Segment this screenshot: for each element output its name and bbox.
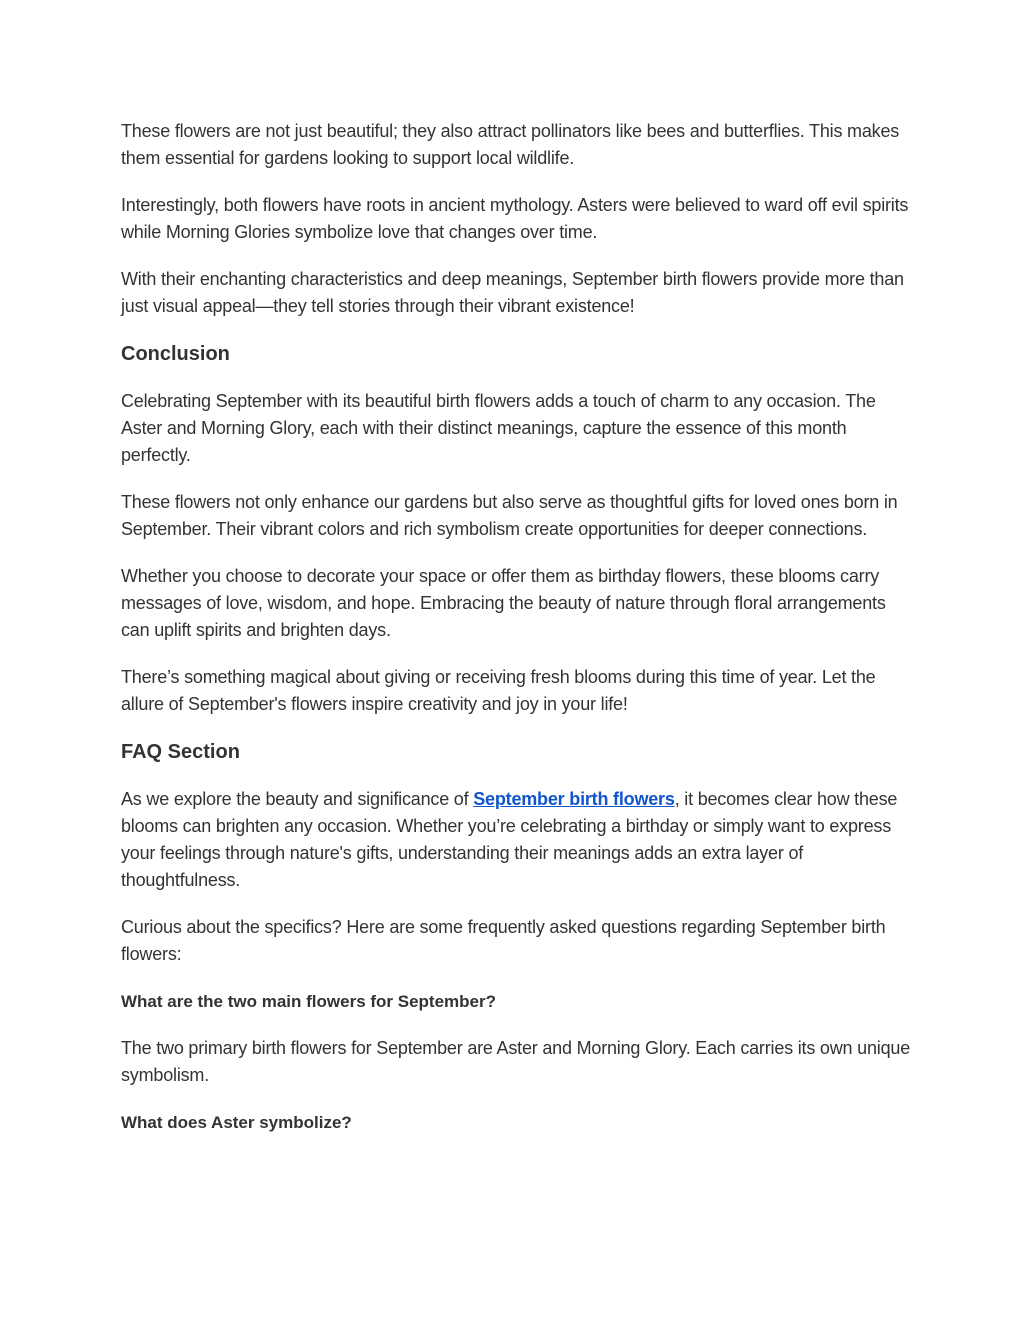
paragraph-magical: There’s something magical about giving or receiving fresh blooms during this time of year. Let the allure of September's flowers inspire creativity and joy in your life! (121, 667, 876, 714)
paragraph-stories: With their enchanting characteristics and deep meanings, September birth flowers provide more than just visual appeal—they tell stories through their vibrant existence! (121, 269, 904, 316)
paragraph-decorate: Whether you choose to decorate your space or offer them as birthday flowers, these blooms carry messages of love, wisdom, and hope. Embracing the beauty of nature through floral arrangements can uplift spirits and brighten days. (121, 566, 886, 640)
september-birth-flowers-link[interactable]: September birth flowers (473, 789, 675, 809)
paragraph-pollinators: These flowers are not just beautiful; they also attract pollinators like bees and butterflies. This makes them essential for gardens looking to support local wildlife. (121, 121, 900, 168)
document-page (121, 118, 911, 1156)
paragraph-explore-after: , it becomes clear how these blooms can brighten any occasion. Whether you’re celebrating a birthday or simply want to express your feelings through nature's gifts, understanding their meanings adds an extra layer of thoughtfulness. (121, 789, 898, 890)
answer-two-main-flowers: The two primary birth flowers for September are Aster and Morning Glory. Each carries its own unique symbolism. (121, 1038, 911, 1085)
heading-faq: FAQ Section (121, 741, 240, 763)
paragraph-curious: Curious about the specifics? Here are some frequently asked questions regarding September birth flowers: (121, 917, 886, 964)
paragraph-explore (121, 786, 911, 894)
question-two-main-flowers: What are the two main flowers for September? (121, 992, 497, 1011)
paragraph-gifts: These flowers not only enhance our gardens but also serve as thoughtful gifts for loved ones born in September. Their vibrant colors and rich symbolism create opportunities for deeper connections. (121, 492, 898, 539)
paragraph-celebrating: Celebrating September with its beautiful birth flowers adds a touch of charm to any occasion. The Aster and Morning Glory, each with their distinct meanings, capture the essence of this month perfectly. (121, 391, 876, 465)
heading-conclusion: Conclusion (121, 343, 230, 365)
paragraph-explore-before: As we explore the beauty and significance of (121, 789, 474, 809)
paragraph-mythology: Interestingly, both flowers have roots in ancient mythology. Asters were believed to ward off evil spirits while Morning Glories symbolize love that changes over time. (121, 195, 909, 242)
question-aster-symbolize: What does Aster symbolize? (121, 1113, 352, 1132)
